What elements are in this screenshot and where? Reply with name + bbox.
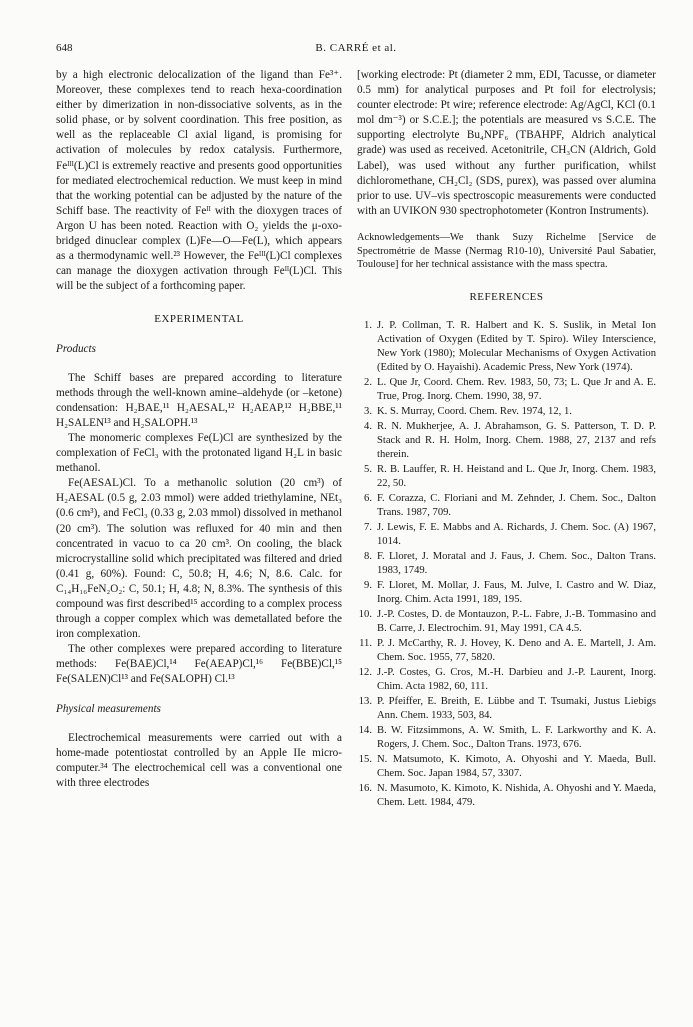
reference-text: J. P. Collman, T. R. Halbert and K. S. Suslik, in Metal Ion Activation of Oxygen (Edited by T. Spiro). Wiley Interscience, New York (1980); Molecular Mechanisms of Oxygen Activation (Edited by O. Hayaishi). Academic Press, New York (1974). (377, 319, 656, 373)
references-list (357, 319, 656, 810)
reference-item (357, 579, 656, 607)
reference-number: 14. (358, 724, 372, 736)
products-heading: Products (56, 342, 96, 355)
page-number: 648 (56, 42, 73, 54)
physical-measurements-heading: Physical measurements (56, 702, 161, 715)
reference-text: K. S. Murray, Coord. Chem. Rev. 1974, 12, 1. (377, 405, 572, 417)
reference-text: P. Pfeiffer, E. Breith, E. Lübbe and T. Tsumaki, Justus Liebigs Ann. Chem. 1933, 503, 84. (377, 695, 656, 721)
reference-text: N. Masumoto, K. Kimoto, K. Nishida, A. Ohyoshi and Y. Maeda, Chem. Lett. 1984, 479. (377, 782, 656, 808)
reference-text: F. Lloret, M. Mollar, J. Faus, M. Julve, I. Castro and W. Diaz, Inorg. Chim. Acta 1991, 189, 195. (377, 579, 656, 605)
reference-item (357, 405, 656, 419)
reference-item (357, 695, 656, 723)
reference-number: 7. (364, 521, 372, 533)
continued-paragraph: [working electrode: Pt (diameter 2 mm, EDI, Tacusse, or diameter 0.5 mm) for analytical purposes and Pt foil for electrolysis; counter electrode: Pt wire; reference electrode: Ag/AgCl, KCl (0.1 mol dm⁻³) or S.C.E.]; the potentials are measured vs S.C.E. The supporting electrolyte Bu₄NPF₆ (TBAHPF, Aldrich analytical grade) was used as received. Acetonitrile, CH₃CN (Aldrich, Gold Label), was used without any further purification, whilst dichloromethane, CH₂Cl₂ (SDS, purex), was passed over alumina prior to use. UV–vis spectroscopic measurements were conducted with an UVIKON 930 spectrophotometer (Kontron Instruments). (357, 69, 656, 217)
reference-item (357, 463, 656, 491)
reference-item (357, 666, 656, 694)
reference-item (357, 782, 656, 810)
reference-item (357, 637, 656, 665)
reference-item (357, 521, 656, 549)
right-column (357, 68, 656, 811)
reference-text: F. Lloret, J. Moratal and J. Faus, J. Chem. Soc., Dalton Trans. 1983, 1749. (377, 550, 656, 576)
reference-item (357, 319, 656, 375)
products-paragraph: Fe(AESAL)Cl. To a methanolic solution (20 cm³) of H₂AESAL (0.5 g, 2.03 mmol) were added triethylamine, NEt₃ (0.6 cm³), and FeCl₃ (0.33 g, 2.03 mmol) dissolved in methanol (20 cm³). The solution was refluxed for 40 min and then concentrated in vacuo to ca 20 cm³. On cooling, the black microcrystalline solid which precipitated was filtered and dried (0.41 g, 60%). Found: C, 50.8; H, 4.6; N, 8.6. Calc. for C₁₄H₁₆FeN₂O₂: C, 50.1; H, 4.8; N, 8.3%. The synthesis of this compound was first described¹⁵ according to a complex process through a copper complex which was demetallated before the iron complexation. (56, 477, 342, 641)
reference-number: 15. (358, 753, 372, 765)
reference-number: 4. (364, 420, 372, 432)
reference-item (357, 376, 656, 404)
reference-number: 16. (358, 782, 372, 794)
reference-text: P. J. McCarthy, R. J. Hovey, K. Deno and A. E. Martell, J. Am. Chem. Soc. 1955, 77, 5820. (377, 637, 656, 663)
reference-text: B. W. Fitzsimmons, A. W. Smith, L. F. Larkworthy and K. A. Rogers, J. Chem. Soc., Dalton Trans. 1973, 676. (377, 724, 656, 750)
experimental-heading: EXPERIMENTAL (154, 313, 244, 326)
reference-text: J. Lewis, F. E. Mabbs and A. Richards, J. Chem. Soc. (A) 1967, 1014. (377, 521, 656, 547)
products-paragraph: The monomeric complexes Fe(L)Cl are synthesized by the complexation of FeCl₃ with the protonated ligand H₂L in basic methanol. (56, 431, 342, 475)
reference-number: 9. (364, 579, 372, 591)
reference-item (357, 724, 656, 752)
reference-text: J.-P. Costes, G. Cros, M.-H. Darbieu and J.-P. Laurent, Inorg. Chim. Acta 1982, 60, 111. (377, 666, 656, 692)
running-header (56, 42, 656, 58)
physical-paragraph: Electrochemical measurements were carried out with a home-made potentiostat controlled by an Apple IIe micro-computer.³⁴ The electrochemical cell was a conventional one with three electrodes (56, 731, 342, 789)
reference-item (357, 492, 656, 520)
reference-number: 8. (364, 550, 372, 562)
reference-item (357, 550, 656, 578)
reference-text: R. N. Mukherjee, A. J. Abrahamson, G. S. Patterson, T. D. P. Stack and R. H. Holm, Inorg. Chem. 1988, 27, 2137 and refs therein. (377, 420, 656, 460)
reference-item (357, 753, 656, 781)
acknowledgements: Acknowledgements—We thank Suzy Richelme [Service de Spectrométrie de Masse (Nermag R10-10), Université Paul Sabatier, Toulouse] for her technical assistance with the mass spectra. (357, 231, 656, 271)
reference-text: N. Matsumoto, K. Kimoto, A. Ohyoshi and Y. Maeda, Bull. Chem. Soc. Japan 1984, 57, 3307. (377, 753, 656, 779)
reference-number: 3. (364, 405, 372, 417)
reference-text: J.-P. Costes, D. de Montauzon, P.-L. Fabre, J.-B. Tommasino and B. Carre, J. Electrochim. 91, May 1991, CA 4.5. (377, 608, 656, 634)
reference-number: 12. (358, 666, 372, 678)
reference-text: R. B. Lauffer, R. H. Heistand and L. Que Jr, Inorg. Chem. 1983, 22, 50. (377, 463, 656, 489)
reference-text: F. Corazza, C. Floriani and M. Zehnder, J. Chem. Soc., Dalton Trans. 1987, 709. (377, 492, 656, 518)
reference-number: 10. (358, 608, 372, 620)
reference-number: 5. (364, 463, 372, 475)
products-paragraph: The other complexes were prepared according to literature methods: Fe(BAE)Cl,¹⁴ Fe(AEAP)Cl,¹⁶ Fe(BBE)Cl,¹⁵ Fe(SALEN)Cl¹³ and Fe(SALOPH) Cl.¹³ (56, 643, 342, 686)
products-paragraph: The Schiff bases are prepared according to literature methods through the well-known amine–aldehyde (or –ketone) condensation: H₂BAE,¹¹ H₂AESAL,¹² H₂AEAP,¹² H₂BBE,¹¹ H₂SALEN¹³ and H₂SALOPH.¹³ (56, 371, 342, 429)
reference-number: 1. (364, 319, 372, 331)
left-column (56, 68, 342, 791)
reference-item (357, 420, 656, 462)
running-header-authors: B. CARRÉ et al. (315, 42, 397, 54)
reference-number: 6. (364, 492, 372, 504)
references-heading: REFERENCES (469, 290, 544, 303)
reference-number: 11. (359, 637, 372, 649)
reference-number: 2. (364, 376, 372, 388)
reference-item (357, 608, 656, 636)
reference-number: 13. (358, 695, 372, 707)
reference-text: L. Que Jr, Coord. Chem. Rev. 1983, 50, 73; L. Que Jr and A. E. True, Prog. Inorg. Chem. 1990, 38, 97. (377, 376, 656, 402)
intro-paragraph: by a high electronic delocalization of the ligand than Fe³⁺. Moreover, these complexes tend to reach hexa-coordination either by dimerization in non-dissociative solvents, as in the solid phase, or by solvent coordination. This free position, as well as the replaceable Cl axial ligand, is promising for activation of molecules by redox catalysis. Furthermore, Feᴵᴵᴵ(L)Cl is extremely reactive and presents good opportunities for mediated electrochemical reduction. We must keep in mind that the working potential can be adjusted by the nature of the Schiff base. The reactivity of Feᴵᴵ with the dioxygen traces of Argon U has been noted. Reaction with O₂ yields the μ-oxo-bridged dinuclear complex (L)Fe—O—Fe(L), which appears as a thermodynamic well.²³ However, the Feᴵᴵᴵ(L)Cl complexes can manage the dioxygen activation through Feᴵᴵ(L)Cl. This will be the subject of a forthcoming paper. (56, 69, 342, 293)
